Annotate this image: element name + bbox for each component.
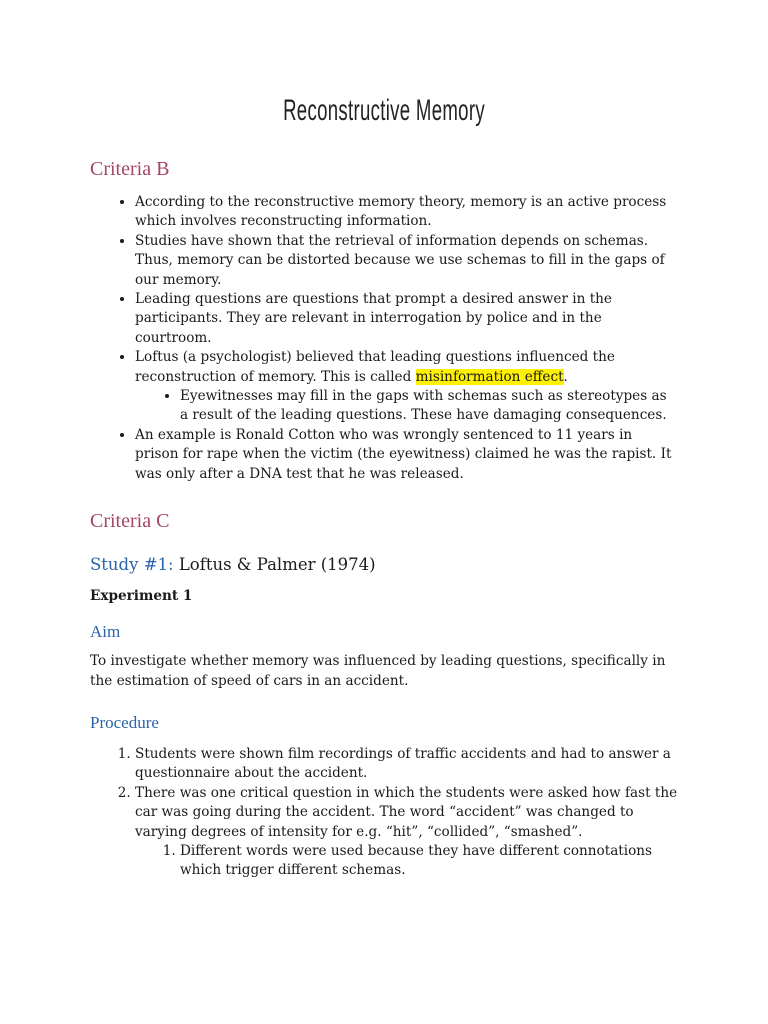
list-item: • According to the reconstructive memory theory, memory is an active process which involves reconstructing information.: [135, 193, 678, 232]
criteria-b-heading: Criteria B: [90, 158, 170, 180]
list-item: • Studies have shown that the retrieval of information depends on schemas. Thus, memory can be distorted because we use schemas to fill in the gaps of our memory.: [135, 232, 678, 290]
procedure-step: [135, 784, 678, 881]
aim-text: To investigate whether memory was influenced by leading questions, specifically in the estimation of speed of cars in an accident.: [90, 653, 666, 689]
study-name: Loftus & Palmer (1974): [178, 555, 376, 575]
criteria-b-list: [90, 193, 678, 484]
criteria-c-heading: Criteria C: [90, 510, 170, 533]
highlighted-term: misinformation effect: [415, 368, 564, 385]
document-title: Reconstructive Memory: [283, 94, 485, 127]
procedure-substeps: [135, 842, 678, 881]
procedure-substep: 1. Different words were used because they have different connotations which trigger different schemas.: [180, 842, 678, 881]
aim-heading: Aim: [90, 622, 121, 642]
list-item: • An example is Ronald Cotton who was wrongly sentenced to 11 years in prison for rape when the victim (the eyewitness) claimed he was the rapist. It was only after a DNA test that he was released.: [135, 426, 678, 484]
list-item: • Leading questions are questions that prompt a desired answer in the participants. They are relevant in interrogation by police and in the courtroom.: [135, 290, 678, 348]
procedure-list: [90, 745, 678, 881]
sub-list: [135, 387, 678, 426]
experiment-label: Experiment 1: [90, 588, 193, 605]
procedure-step: 1. Students were shown film recordings of traffic accidents and had to answer a questionnaire about the accident.: [135, 745, 678, 784]
sub-list-item: • Eyewitnesses may fill in the gaps with schemas such as stereotypes as a result of the leading questions. These have damaging consequences.: [180, 387, 678, 426]
procedure-step-text: There was one critical question in which the students were asked how fast the car was going during the accident. The word “accident” was changed to varying degrees of intensity for e.g. “hit”, “collided”, “smashed”.: [135, 784, 678, 840]
study-title: [90, 555, 678, 574]
study-label: Study #1:: [90, 555, 174, 575]
loftus-text: Loftus (a psychologist) believed that leading questions influenced the reconstruction of memory. This is called: [135, 349, 615, 385]
list-item: [135, 348, 678, 426]
period: .: [563, 368, 568, 385]
procedure-heading: Procedure: [90, 712, 159, 732]
